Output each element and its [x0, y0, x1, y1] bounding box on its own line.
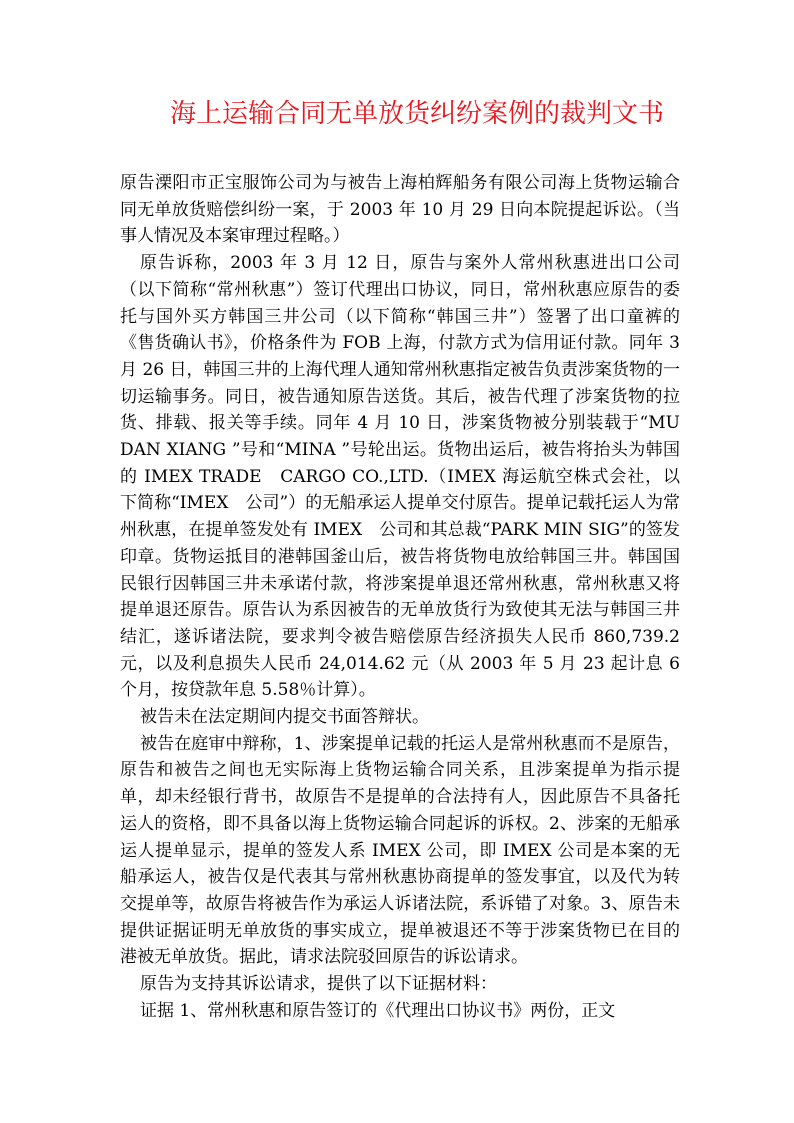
paragraph-defendant-argument: 被告在庭审中辩称，1、涉案提单记载的托运人是常州秋惠而不是原告，原告和被告之间也无实际海上货物运输合同关系，且涉案提单为指示提单，却未经银行背书，故原告不是提单的合法持有人，因此原告不具备托运人的资格，即不具备以海上货物运输合同起诉的诉权。2、涉案的无船承运人提单显示，提单的签发人系 IMEX 公司，即 IMEX 公司是本案的无船承运人，被告仅是代表其与常州秋惠协商提单的签发事宜，以及代为转交提单等，故原告将被告作为承运人诉诸法院，系诉错了对象。3、原告未提供证据证明无单放货的事实成立，提单被退还不等于涉案货物已在目的港被无单放货。据此，请求法院驳回原告的诉讼请求。	[120, 733, 680, 968]
document-body	[120, 170, 680, 1025]
paragraph-no-written-defense: 被告未在法定期间内提交书面答辩状。	[140, 707, 429, 728]
paragraph-plaintiff-claim: 原告诉称，2003 年 3 月 12 日，原告与案外人常州秋惠进出口公司（以下简称“常州秋惠”）签订代理出口协议，同日，常州秋惠应原告的委托与国外买方韩国三井公司（以下简称“韩国三井”）签署了出口童裤的《售货确认书》，价格条件为 FOB 上海，付款方式为信用证付款。同年 3 月 26 日，韩国三井的上海代理人通知常州秋惠指定被告负责涉案货物的一切运输事务。同日，被告通知原告送货。其后，被告代理了涉案货物的拉货、排载、报关等手续。同年 4 月 10 日，涉案货物被分别装载于“MU DAN XIANG ”号和“MINA ”号轮出运。货物出运后，被告将抬头为韩国的 IMEX TRADE CARGO CO.,LTD.（IMEX 海运航空株式会社，以下简称“IMEX 公司”）的无船承运人提单交付原告。提单记载托运人为常州秋惠，在提单签发处有 IMEX 公司和其总裁“PARK MIN SIG”的签发印章。货物运抵目的港韩国釜山后，被告将货物电放给韩国三井。韩国国民银行因韩国三井未承诺付款，将涉案提单退还常州秋惠，常州秋惠又将提单退还原告。原告认为系因被告的无单放货行为致使其无法与韩国三井结汇，遂诉诸法院，要求判令被告赔偿原告经济损失人民币 860,739.2 元，以及利息损失人民币 24,014.62 元（从 2003 年 5 月 23 起计息 6 个月，按贷款年息 5.58％计算）。	[120, 253, 680, 701]
paragraph-case-intro: 原告溧阳市正宝服饰公司为与被告上海柏辉船务有限公司海上货物运输合同无单放货赔偿纠纷一案，于 2003 年 10 月 29 日向本院提起诉讼。（当事人情况及本案审理过程略。）	[120, 173, 680, 247]
paragraph-evidence-1: 证据 1、常州秋惠和原告签订的《代理出口协议书》两份，正文	[140, 1000, 616, 1021]
document-title: 海上运输合同无单放货纠纷案例的裁判文书	[170, 99, 665, 129]
paragraph-evidence-intro: 原告为支持其诉讼请求，提供了以下证据材料：	[140, 974, 497, 995]
